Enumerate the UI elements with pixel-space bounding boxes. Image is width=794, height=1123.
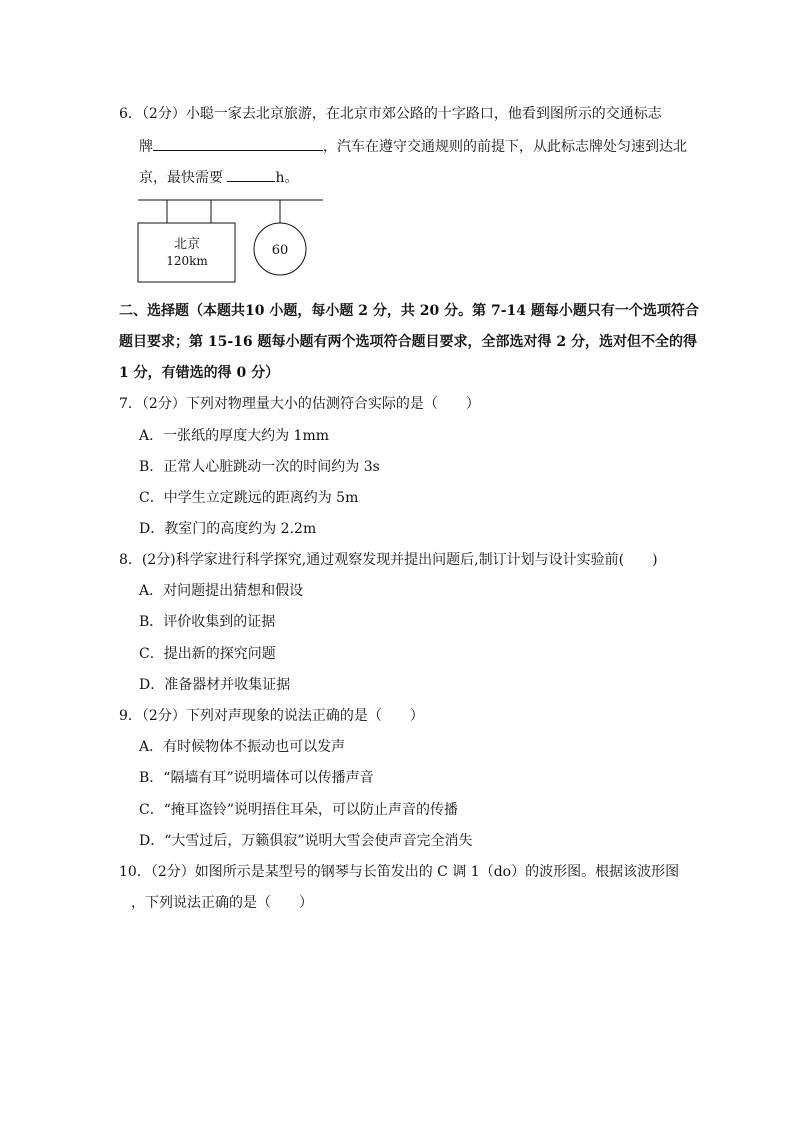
q7-option-a[interactable]: A．一张纸的厚度大约为 1mm — [139, 428, 330, 444]
q6-line2-prefix: 牌 — [139, 139, 153, 155]
section2-line2: 题目要求；第 15-16 题每小题有两个选项符合题目要求，全部选对得 2 分，选对但不全的得 — [119, 334, 698, 350]
q10-line1: 10．（2分）如图所示是某型号的钢琴与长笛发出的 C 调 1（do）的波形图。根据该波形图 — [119, 864, 680, 880]
sign-distance-label: 120km — [166, 254, 208, 268]
q9-option-c[interactable]: C．“掩耳盗铃”说明捂住耳朵，可以防止声音的传播 — [139, 802, 459, 818]
q8-option-a[interactable]: A．对问题提出猜想和假设 — [139, 583, 304, 599]
q9-option-d[interactable]: D．“大雪过后，万籁俱寂”说明大雪会使声音完全消失 — [139, 833, 473, 849]
traffic-sign-figure — [130, 192, 330, 287]
q6-answer-blank-1[interactable] — [153, 136, 323, 151]
section2-line3: 1 分，有错选的得 0 分） — [119, 365, 280, 381]
q6-line2 — [139, 136, 687, 156]
q9-option-b[interactable]: B．“隔墙有耳”说明墙体可以传播声音 — [139, 770, 374, 786]
q6-line1: 6．（2分）小聪一家去北京旅游，在北京市郊公路的十字路口，他看到图所示的交通标志 — [119, 106, 662, 122]
q6-line2-suffix: ，汽车在遵守交通规则的前提下，从此标志牌处匀速到达北 — [323, 139, 687, 155]
q7-stem: 7．（2分）下列对物理量大小的估测符合实际的是（ ） — [119, 396, 480, 412]
q9-stem: 9．（2分）下列对声现象的说法正确的是（ ） — [119, 708, 424, 724]
q7-option-c[interactable]: C．中学生立定跳远的距离约为 5m — [139, 490, 359, 506]
q10-line2: ，下列说法正确的是（ ） — [131, 895, 313, 911]
q6-line3 — [139, 167, 298, 187]
q8-option-d[interactable]: D．准备器材并收集证据 — [139, 677, 291, 693]
q8-option-c[interactable]: C．提出新的探究问题 — [139, 646, 276, 662]
sign-city-label: 北京 — [173, 237, 201, 252]
q6-line3-suffix: h。 — [275, 170, 299, 186]
q8-option-b[interactable]: B．评价收集到的证据 — [139, 614, 276, 630]
q7-option-d[interactable]: D．教室门的高度约为 2.2m — [139, 521, 317, 537]
q9-option-a[interactable]: A．有时候物体不振动也可以发声 — [139, 739, 346, 755]
q8-stem: 8．(2分)科学家进行科学探究,通过观察发现并提出问题后,制订计划与设计实验前( ) — [119, 552, 658, 568]
q6-answer-blank-2[interactable] — [227, 167, 275, 182]
distance-sign-board — [138, 223, 235, 282]
speed-limit-value: 60 — [271, 243, 289, 258]
section2-line1: 二、选择题（本题共10 小题，每小题 2 分，共 20 分。第 7-14 题每小题只有一个选项符合 — [119, 303, 699, 319]
q6-line3-prefix: 京，最快需要 — [139, 170, 228, 186]
q7-option-b[interactable]: B．正常人心脏跳动一次的时间约为 3s — [139, 459, 380, 475]
